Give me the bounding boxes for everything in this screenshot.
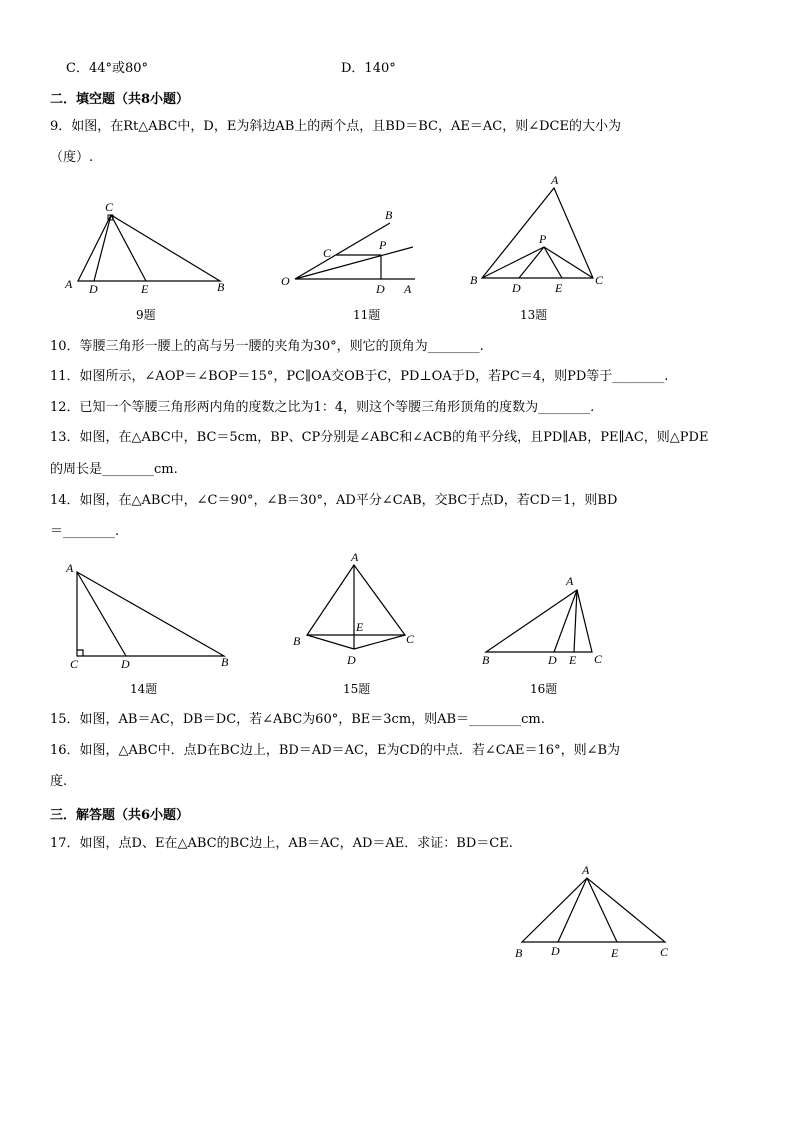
fig13-label-d: D	[512, 281, 521, 295]
question-12: 12．已知一个等腰三角形两内角的度数之比为1：4，则这个等腰三角形顶角的度数为________.	[50, 400, 595, 415]
figure-17	[505, 860, 685, 965]
fig14-label-c: C	[70, 657, 79, 671]
fig16-label-b: B	[482, 653, 490, 667]
question-13-line1: 13．如图，在△ABC中，BC＝5cm，BP、CP分别是∠ABC和∠ACB的角平分线，且PD∥AB，PE∥AC，则△PDE	[50, 430, 709, 445]
fig11-label-c: C	[323, 246, 332, 260]
fig11-label-p: P	[379, 238, 387, 252]
fig13-label-c: C	[595, 273, 604, 287]
question-15: 15．如图，AB＝AC，DB＝DC，若∠ABC为60°，BE＝3cm，则AB＝________cm.	[50, 712, 545, 727]
choice-c: C．44°或80°	[66, 61, 149, 76]
fig15-label-b: B	[293, 634, 301, 648]
fig13-triangle	[482, 188, 593, 278]
fig15-label-d: D	[347, 653, 356, 667]
fig14-label-a: A	[66, 561, 74, 575]
fig11-label-b: B	[385, 208, 393, 222]
fig16-label-c: C	[594, 652, 603, 666]
question-10: 10．等腰三角形一腰上的高与另一腰的夹角为30°，则它的顶角为________.	[50, 339, 484, 354]
fig11-ray-ob	[295, 223, 390, 279]
fig16-label-a: A	[566, 574, 574, 588]
fig17-label-e: E	[611, 946, 619, 960]
caption-fig14: 14题	[130, 682, 158, 696]
fig13-segment-pe	[544, 247, 562, 278]
fig15-label-a: A	[351, 550, 359, 564]
fig16-label-e: E	[569, 653, 577, 667]
fig13-label-e: E	[555, 281, 563, 295]
fig9-triangle	[78, 215, 220, 281]
fig14-segment-ad	[77, 572, 126, 656]
question-13-line2: 的周长是________cm.	[50, 462, 178, 477]
fig17-segment-ae	[587, 878, 617, 942]
section-title-answer: 三．解答题（共6小题）	[50, 808, 190, 823]
fig11-ray-op	[295, 247, 413, 279]
fig15-label-e: E	[356, 620, 364, 634]
figure-16	[478, 570, 618, 675]
question-14-line1: 14．如图，在△ABC中，∠C＝90°，∠B＝30°，AD平分∠CAB，交BC于点D，若CD＝1，则BD	[50, 493, 618, 508]
fig17-triangle	[522, 878, 665, 942]
figure-13	[465, 170, 615, 300]
section-title-fill-in: 二．填空题（共8小题）	[50, 92, 190, 107]
fig16-segment-ad	[554, 590, 577, 652]
fig9-label-e: E	[141, 282, 149, 296]
question-9-line2: （度）.	[50, 150, 94, 165]
figure-11	[275, 205, 435, 300]
fig13-label-a: A	[551, 173, 559, 187]
question-9-line1: 9．如图，在Rt△ABC中，D，E为斜边AB上的两个点，且BD＝BC，AE＝AC，则∠DCE的大小为	[50, 119, 621, 134]
figure-9	[60, 198, 240, 298]
fig17-label-d: D	[551, 944, 560, 958]
fig15-label-c: C	[406, 632, 415, 646]
fig9-label-b: B	[217, 280, 225, 294]
fig13-segment-pd	[519, 247, 544, 278]
fig17-segment-ad	[558, 878, 587, 942]
fig17-label-b: B	[515, 946, 523, 960]
question-14-line2: ＝________.	[50, 524, 120, 539]
fig13-label-b: B	[470, 273, 478, 287]
fig14-right-angle	[77, 650, 83, 656]
fig13-label-p: P	[539, 232, 547, 246]
fig11-label-o: O	[281, 274, 290, 288]
caption-fig13: 13题	[520, 308, 548, 322]
fig17-label-a: A	[582, 863, 590, 877]
fig9-label-c: C	[105, 200, 114, 214]
fig11-label-a: A	[404, 282, 412, 296]
fig14-triangle	[77, 572, 224, 656]
fig15-segment-bd	[307, 635, 354, 649]
fig15-segment-cd	[354, 635, 405, 649]
fig13-segment-bp	[482, 247, 544, 278]
question-16-line1: 16．如图，△ABC中．点D在BC边上，BD＝AD＝AC，E为CD的中点．若∠CAE＝16°，则∠B为	[50, 743, 621, 758]
figure-14	[60, 558, 240, 673]
question-16-line2: 度.	[50, 774, 68, 789]
fig9-label-a: A	[65, 277, 73, 291]
caption-fig11: 11题	[353, 308, 381, 322]
fig9-label-d: D	[89, 282, 98, 296]
fig17-label-c: C	[660, 945, 669, 959]
question-17: 17．如图，点D、E在△ABC的BC边上，AB＝AC，AD＝AE．求证：BD＝CE.	[50, 836, 513, 851]
caption-fig15: 15题	[343, 682, 371, 696]
fig14-label-b: B	[221, 655, 229, 669]
fig14-label-d: D	[121, 657, 130, 671]
caption-fig16: 16题	[530, 682, 558, 696]
fig11-label-d: D	[376, 282, 385, 296]
figure-15	[285, 545, 425, 670]
fig16-label-d: D	[548, 653, 557, 667]
question-11: 11．如图所示，∠AOP＝∠BOP＝15°，PC∥OA交OB于C，PD⊥OA于D，若PC＝4，则PD等于________.	[50, 369, 669, 384]
choice-d: D．140°	[341, 61, 396, 76]
fig9-segment-cd	[94, 215, 111, 281]
caption-fig9: 9题	[136, 308, 156, 322]
fig16-segment-ae	[574, 590, 577, 652]
